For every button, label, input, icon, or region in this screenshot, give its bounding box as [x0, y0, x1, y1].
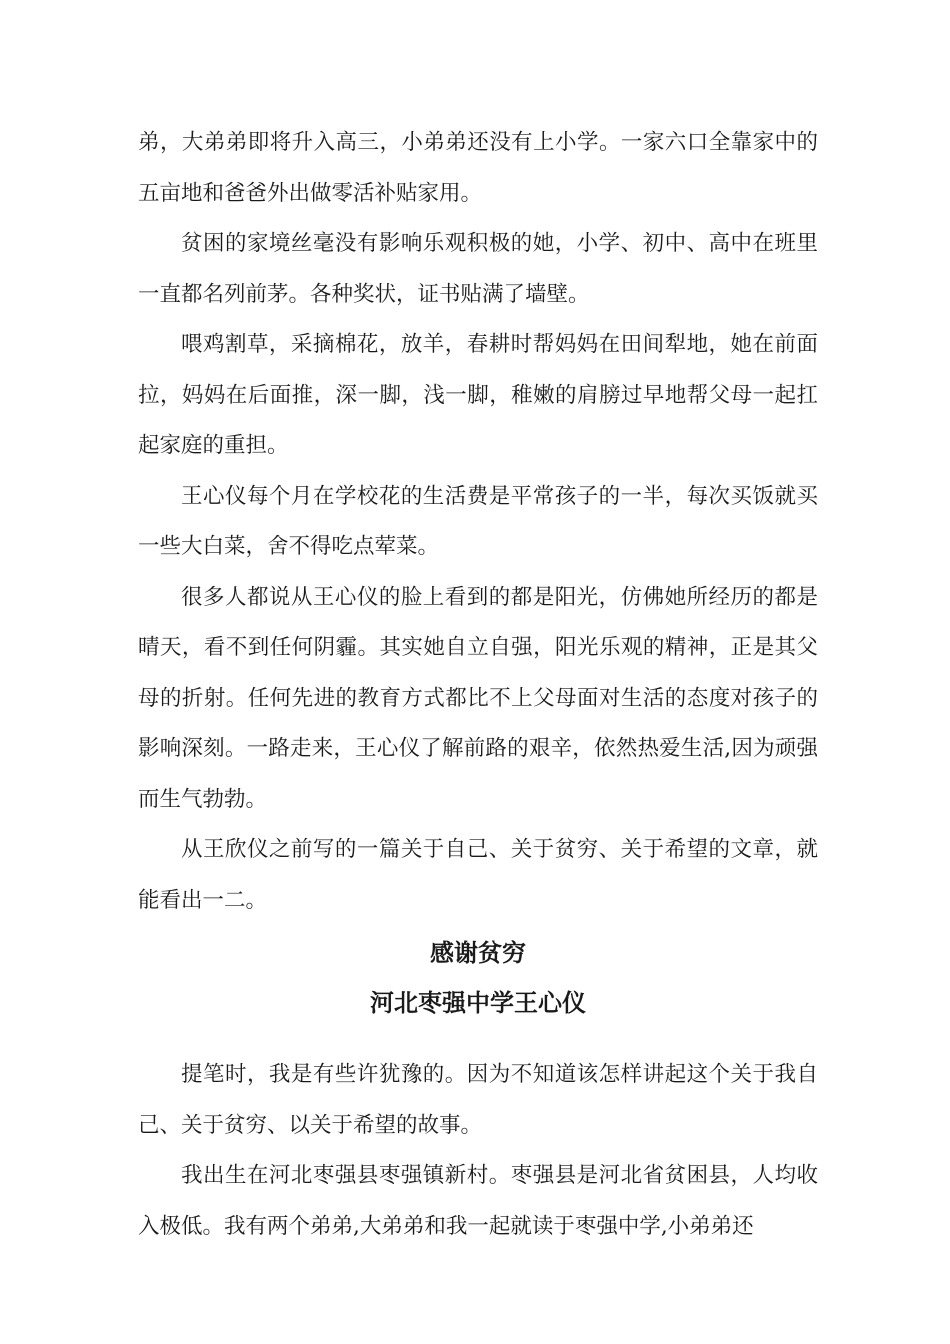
paragraph: 喂鸡割草，采摘棉花，放羊，春耕时帮妈妈在田间犁地，她在前面拉，妈妈在后面推，深一脚，浅一脚，稚嫩的肩膀过早地帮父母一起扛起家庭的重担。: [138, 332, 818, 458]
essay-paragraph: 我出生在河北枣强县枣强镇新村。枣强县是河北省贫困县，人均收入极低。我有两个弟弟,大弟弟和我一起就读于枣强中学,小弟弟还: [138, 1163, 818, 1239]
essay-title: 感谢贫穷: [430, 938, 526, 967]
paragraph: 很多人都说从王心仪的脸上看到的都是阳光，仿佛她所经历的都是晴天，看不到任何阴霾。其实她自立自强，阳光乐观的精神，正是其父母的折射。任何先进的教育方式都比不上父母面对生活的态度对孩子的影响深刻。一路走来，王心仪了解前路的艰辛，依然热爱生活,因为顽强而生气勃勃。: [138, 584, 818, 812]
paragraph-continuation: 弟，大弟弟即将升入高三，小弟弟还没有上小学。一家六口全靠家中的五亩地和爸爸外出做零活补贴家用。: [138, 130, 818, 206]
essay-paragraph: 提笔时，我是有些许犹豫的。因为不知道该怎样讲起这个关于我自己、关于贫穷、以关于希望的故事。: [138, 1062, 818, 1138]
paragraph: 王心仪每个月在学校花的生活费是平常孩子的一半，每次买饭就买一些大白菜，舍不得吃点荤菜。: [138, 483, 818, 559]
paragraph: 从王欣仪之前写的一篇关于自己、关于贫穷、关于希望的文章，就能看出一二。: [138, 837, 818, 913]
essay-author: 河北枣强中学王心仪: [370, 988, 586, 1017]
paragraph: 贫困的家境丝毫没有影响乐观积极的她，小学、初中、高中在班里一直都名列前茅。各种奖状，证书贴满了墙壁。: [138, 231, 818, 307]
document-page: [138, 118, 818, 1252]
